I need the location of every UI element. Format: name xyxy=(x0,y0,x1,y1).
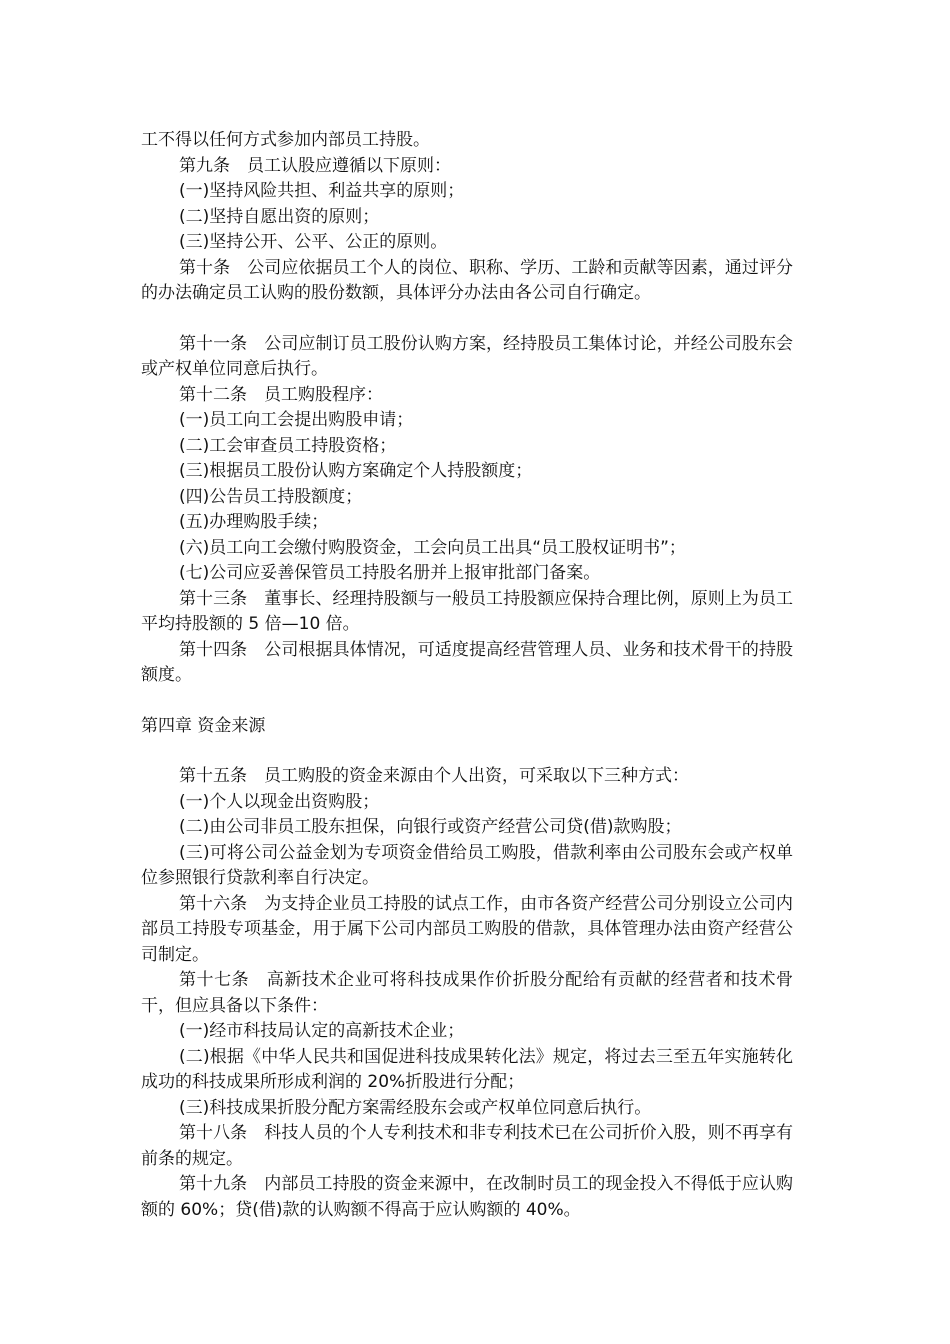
list-item: (三)可将公司公益金划为专项资金借给员工购股，借款利率由公司股东会或产权单位参照银行贷款利率自行决定。 xyxy=(141,842,793,888)
list-item: (二)根据《中华人民共和国促进科技成果转化法》规定，将过去三至五年实施转化成功的科技成果所形成利润的 20%折股进行分配； xyxy=(141,1046,793,1092)
list-item: (二)由公司非员工股东担保，向银行或资产经营公司贷(借)款购股； xyxy=(179,817,682,837)
list-item: (二)工会审查员工持股资格； xyxy=(179,435,397,456)
list-item: (一)员工向工会提出购股申请； xyxy=(179,410,414,430)
list-item: (一)坚持风险共担、利益共享的原则； xyxy=(179,181,465,201)
paragraph: 工不得以任何方式参加内部员工持股。 xyxy=(141,130,430,150)
list-item: (三)科技成果折股分配方案需经股东会或产权单位同意后执行。 xyxy=(179,1097,652,1118)
list-item: (五)办理购股手续； xyxy=(179,512,329,532)
list-item: (一)经市科技局认定的高新技术企业； xyxy=(179,1021,465,1041)
list-item: (六)员工向工会缴付购股资金，工会向员工出具“员工股权证明书”； xyxy=(179,537,686,558)
article-14: 第十四条 公司根据具体情况，可适度提高经营管理人员、业务和技术骨干的持股额度。 xyxy=(141,639,793,685)
article-11: 第十一条 公司应制订员工股份认购方案，经持股员工集体讨论，并经公司股东会或产权单位同意后执行。 xyxy=(141,333,793,379)
list-item: (三)根据员工股份认购方案确定个人持股额度； xyxy=(179,461,533,481)
article-17: 第十七条 高新技术企业可将科技成果作价折股分配给有贡献的经营者和技术骨干，但应具备以下条件： xyxy=(141,970,793,1016)
article-12: 第十二条 员工购股程序： xyxy=(179,384,383,405)
article-18: 第十八条 科技人员的个人专利技术和非专利技术已在公司折价入股，则不再享有前条的规定。 xyxy=(141,1123,793,1169)
list-item: (一)个人以现金出资购股； xyxy=(179,791,380,812)
chapter-heading: 第四章 资金来源 xyxy=(141,715,266,736)
article-15: 第十五条 员工购股的资金来源由个人出资，可采取以下三种方式： xyxy=(179,766,689,786)
list-item: (七)公司应妥善保管员工持股名册并上报审批部门备案。 xyxy=(179,563,601,583)
list-item: (三)坚持公开、公平、公正的原则。 xyxy=(179,232,448,252)
article-13: 第十三条 董事长、经理持股额与一般员工持股额应保持合理比例，原则上为员工平均持股额的 5 倍—10 倍。 xyxy=(141,588,793,634)
document-body xyxy=(141,128,793,1223)
article-16: 第十六条 为支持企业员工持股的试点工作，由市各资产经营公司分别设立公司内部员工持股专项基金，用于属下公司内部员工购股的借款，具体管理办法由资产经营公司制定。 xyxy=(141,893,793,965)
list-item: (二)坚持自愿出资的原则； xyxy=(179,206,380,227)
list-item: (四)公告员工持股额度； xyxy=(179,486,363,507)
article-19: 第十九条 内部员工持股的资金来源中，在改制时员工的现金投入不得低于应认购额的 60%；贷(借)款的认购额不得高于应认购额的 40%。 xyxy=(141,1174,793,1220)
article-9: 第九条 员工认股应遵循以下原则： xyxy=(179,155,451,176)
article-10: 第十条 公司应依据员工个人的岗位、职称、学历、工龄和贡献等因素，通过评分的办法确定员工认购的股份数额，具体评分办法由各公司自行确定。 xyxy=(141,257,793,303)
